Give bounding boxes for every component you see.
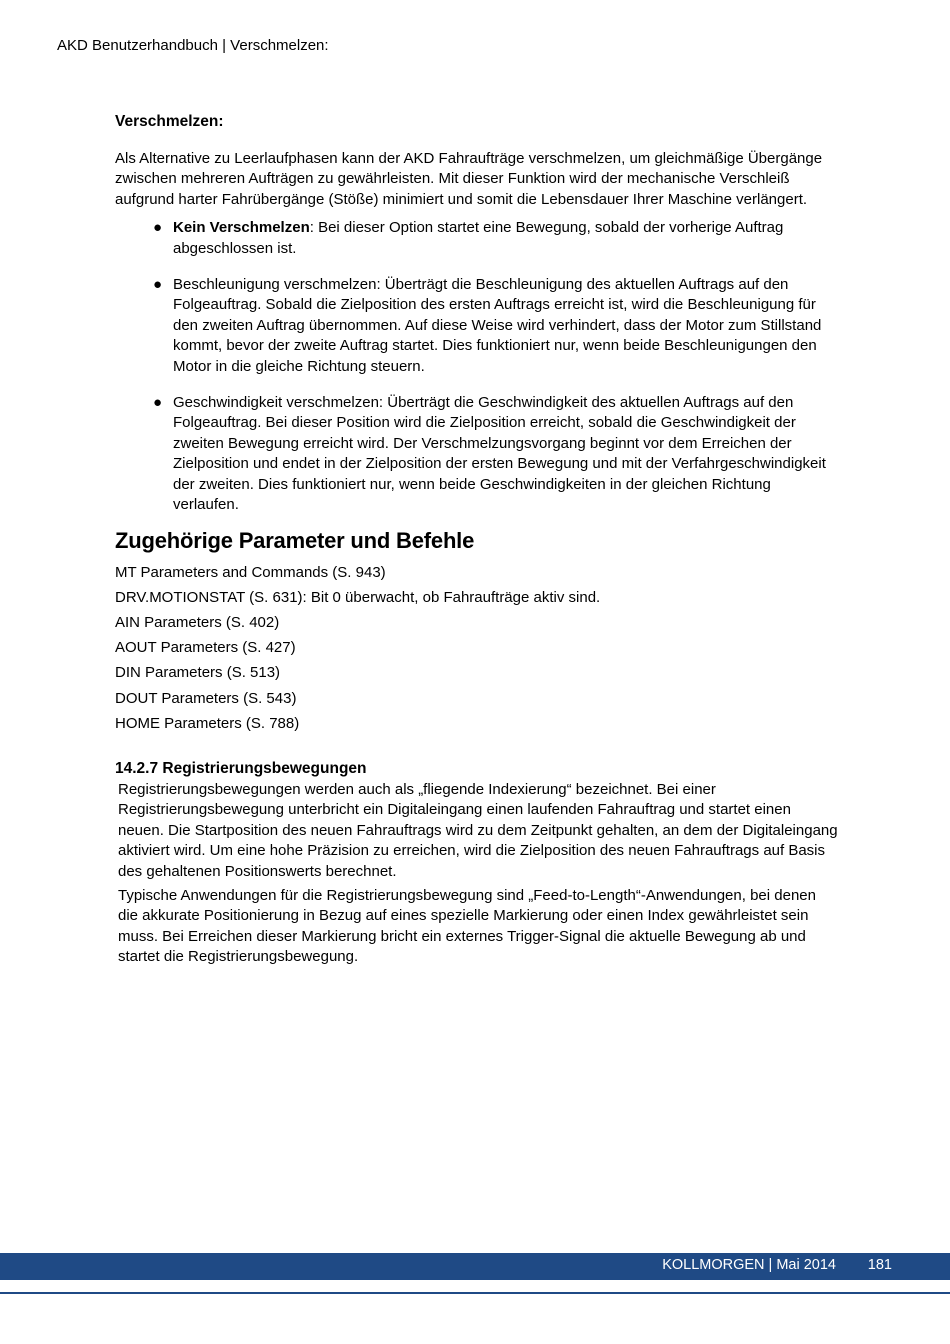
option-text: : Bei dieser Option startet eine Bewegung, sobald der vorherige Auftrag abgeschlossen ist. xyxy=(173,219,784,257)
bullet-icon: ● xyxy=(153,394,163,412)
blending-options-list xyxy=(115,218,840,515)
bullet-icon: ● xyxy=(153,276,163,294)
link-home-parameters[interactable]: HOME Parameters (S. 788) xyxy=(115,714,300,732)
list-item xyxy=(115,275,840,377)
link-aout-parameters[interactable]: AOUT Parameters (S. 427) xyxy=(115,639,296,657)
page-content xyxy=(115,113,840,972)
intro-paragraph: Als Alternative zu Leerlaufphasen kann der AKD Fahraufträge verschmelzen, um gleichmäßige Übergänge zwischen mehreren Aufträgen zu gewährleisten. Mit dieser Funktion wird der mechanische Verschleiß aufgrund harter Fahrübergänge (Stöße) minimiert und somit die Lebensdauer Ihrer Maschine verlängert. xyxy=(115,150,823,208)
option-text: Beschleunigung verschmelzen: Überträgt die Beschleunigung des aktuellen Auftrags auf den Folgeauftrag. Sobald die Zielposition des ersten Auftrags erreicht ist, wird die Beschleunigung für den zweiten Auftrag übernommen. Auf diese Weise wird verhindert, dass der Motor zum Stillstand kommt, bevor der zweite Auftrag startet. Dies funktioniert nur, wenn beide Beschleunigungen den Motor in die gleiche Richtung steuern. xyxy=(173,276,822,375)
footer-divider xyxy=(0,1292,950,1294)
footer-brand: KOLLMORGEN | Mai 2014 xyxy=(662,1257,836,1273)
list-item xyxy=(115,393,840,515)
footer-bar xyxy=(0,1253,950,1280)
option-text: Geschwindigkeit verschmelzen: Überträgt die Geschwindigkeit des aktuellen Auftrags auf den Folgeauftrag. Bei dieser Position wird die Zielposition erreicht, sobald die Geschwindigkeit der zweiten Bewegung erreicht wird. Der Verschmelzungsvorgang beginnt vor dem Erreichen der Zielposition und endet in der Zielposition der ersten Bewegung und mit der Verfahrgeschwindigkeit der zweiten. Dies funktioniert nur, wenn beide Geschwindigkeiten in der gleichen Richtung verlaufen. xyxy=(173,394,826,514)
link-ain-parameters[interactable]: AIN Parameters (S. 402) xyxy=(115,613,280,631)
link-din-parameters[interactable]: DIN Parameters (S. 513) xyxy=(115,664,281,682)
link-mt-parameters[interactable]: MT Parameters and Commands (S. 943) xyxy=(115,563,386,581)
link-drv-motionstat[interactable]: DRV.MOTIONSTAT (S. 631): Bit 0 überwacht, ob Fahraufträge aktiv sind. xyxy=(115,588,601,606)
related-links xyxy=(115,560,840,736)
page-number: 181 xyxy=(867,1257,892,1273)
running-header: AKD Benutzerhandbuch | Verschmelzen: xyxy=(57,37,329,54)
list-item xyxy=(115,218,840,259)
registration-heading: 14.2.7 Registrierungsbewegungen xyxy=(115,759,367,777)
link-dout-parameters[interactable]: DOUT Parameters (S. 543) xyxy=(115,689,297,707)
registration-paragraph: Typische Anwendungen für die Registrierungsbewegung sind „Feed-to-Length“-Anwendungen, bei denen die akkurate Positionierung in Bezug auf eines spezielle Markierung oder einen Index gewährleistet sein muss. Bei Erreichen dieser Markierung bricht ein externes Trigger-Signal die aktuelle Bewegung ab und startet die Registrierungsbewegung. xyxy=(118,886,816,966)
option-term: Kein Verschmelzen xyxy=(173,219,310,237)
section-title: Verschmelzen: xyxy=(115,113,224,130)
bullet-icon: ● xyxy=(153,219,163,237)
registration-paragraph: Registrierungsbewegungen werden auch als „fliegende Indexierung“ bezeichnet. Bei einer Registrierungsbewegung unterbricht ein Digitaleingang einen laufenden Fahrauftrag und startet einen neuen. Die Startposition des neuen Fahrauftrags wird zu dem Zeitpunkt gehalten, an dem der Digitaleingang aktiviert wird. Um eine hohe Präzision zu erreichen, wird die Zielposition des neuen Fahrauftrags auf Basis des gehaltenen Positionswerts berechnet. xyxy=(118,780,838,880)
related-heading: Zugehörige Parameter und Befehle xyxy=(115,527,475,553)
